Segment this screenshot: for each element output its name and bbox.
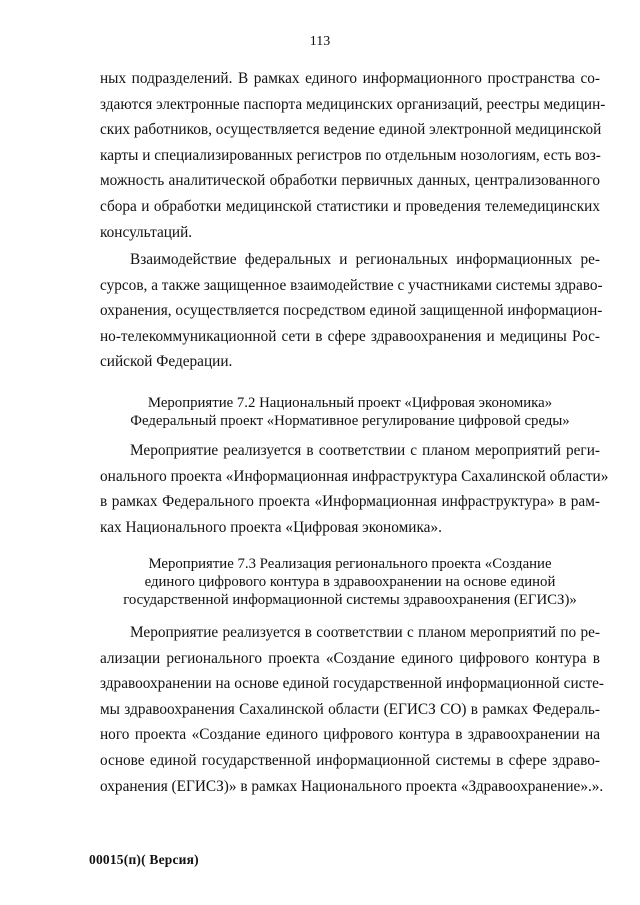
- section-heading-7-3: [100, 556, 600, 609]
- heading-line: государственной информационной системы здравоохранения (ЕГИСЗ)»: [123, 591, 577, 608]
- text-line: основе единой государственной информационной системы в сфере здраво-: [100, 751, 600, 769]
- section-body-7-2: [100, 438, 609, 540]
- text-line: карты и специализированных регистров по отдельным нозологиям, есть воз-: [100, 146, 601, 164]
- text-line: здаются электронные паспорта медицинских организаций, реестры медицин-: [100, 95, 606, 113]
- text-line: здравоохранении на основе единой государственной информационной систе-: [100, 675, 605, 693]
- text-line: ализации регионального проекта «Создание единого цифрового контура в: [100, 649, 600, 667]
- text-line: сийской Федерации.: [100, 353, 233, 371]
- text-line: Мероприятие реализуется в соответствии с планом мероприятий реги-: [130, 442, 600, 459]
- paragraph-1: [100, 66, 606, 245]
- text-line: в рамках Федерального проекта «Информационная инфраструктура» в рам-: [100, 493, 600, 511]
- heading-line: Федеральный проект «Нормативное регулирование цифровой среды»: [130, 412, 570, 429]
- text-line: сурсов, а также защищенное взаимодействие с участниками системы здраво-: [100, 276, 603, 294]
- paragraph-2: [100, 247, 603, 375]
- text-line: Взаимодействие федеральных и региональных информационных ре-: [130, 251, 600, 268]
- text-line: ских работников, осуществляется ведение единой электронной медицинской: [100, 121, 602, 139]
- text-line: Мероприятие реализуется в соответствии с планом мероприятий по ре-: [130, 624, 600, 641]
- page-number: 113: [309, 34, 331, 49]
- text-line: охранения (ЕГИСЗ)» в рамках Национального проекта «Здравоохранение».».: [100, 777, 604, 795]
- heading-line: Мероприятие 7.3 Реализация регионального проекта «Создание: [148, 556, 552, 572]
- heading-line: Мероприятие 7.2 Национальный проект «Цифровая экономика»: [147, 395, 553, 411]
- text-line: ных подразделений. В рамках единого информационного пространства со-: [100, 70, 600, 87]
- text-line: можность аналитической обработки первичных данных, централизованного: [100, 172, 600, 190]
- heading-line: единого цифрового контура в здравоохранении на основе единой: [144, 573, 556, 590]
- document-footer: 00015(п)( Версия): [89, 852, 199, 867]
- text-line: ного проекта «Создание единого цифрового контура в здравоохранении на: [100, 726, 600, 744]
- section-heading-7-2: [100, 395, 600, 431]
- text-line: охранения, осуществляется посредством единой защищенной информацион-: [100, 302, 603, 320]
- section-body-7-3: [100, 620, 605, 799]
- text-line: онального проекта «Информационная инфраструктура Сахалинской области»: [100, 467, 609, 485]
- text-line: но-телекоммуникационной сети в сфере здравоохранения и медицины Рос-: [100, 327, 600, 345]
- text-line: консультаций.: [100, 223, 193, 241]
- text-line: мы здравоохранения Сахалинской области (ЕГИСЗ СО) в рамках Федераль-: [100, 700, 600, 718]
- text-line: ках Национального проекта «Цифровая экономика».: [100, 518, 442, 536]
- text-line: сбора и обработки медицинской статистики и проведения телемедицинских: [100, 197, 600, 215]
